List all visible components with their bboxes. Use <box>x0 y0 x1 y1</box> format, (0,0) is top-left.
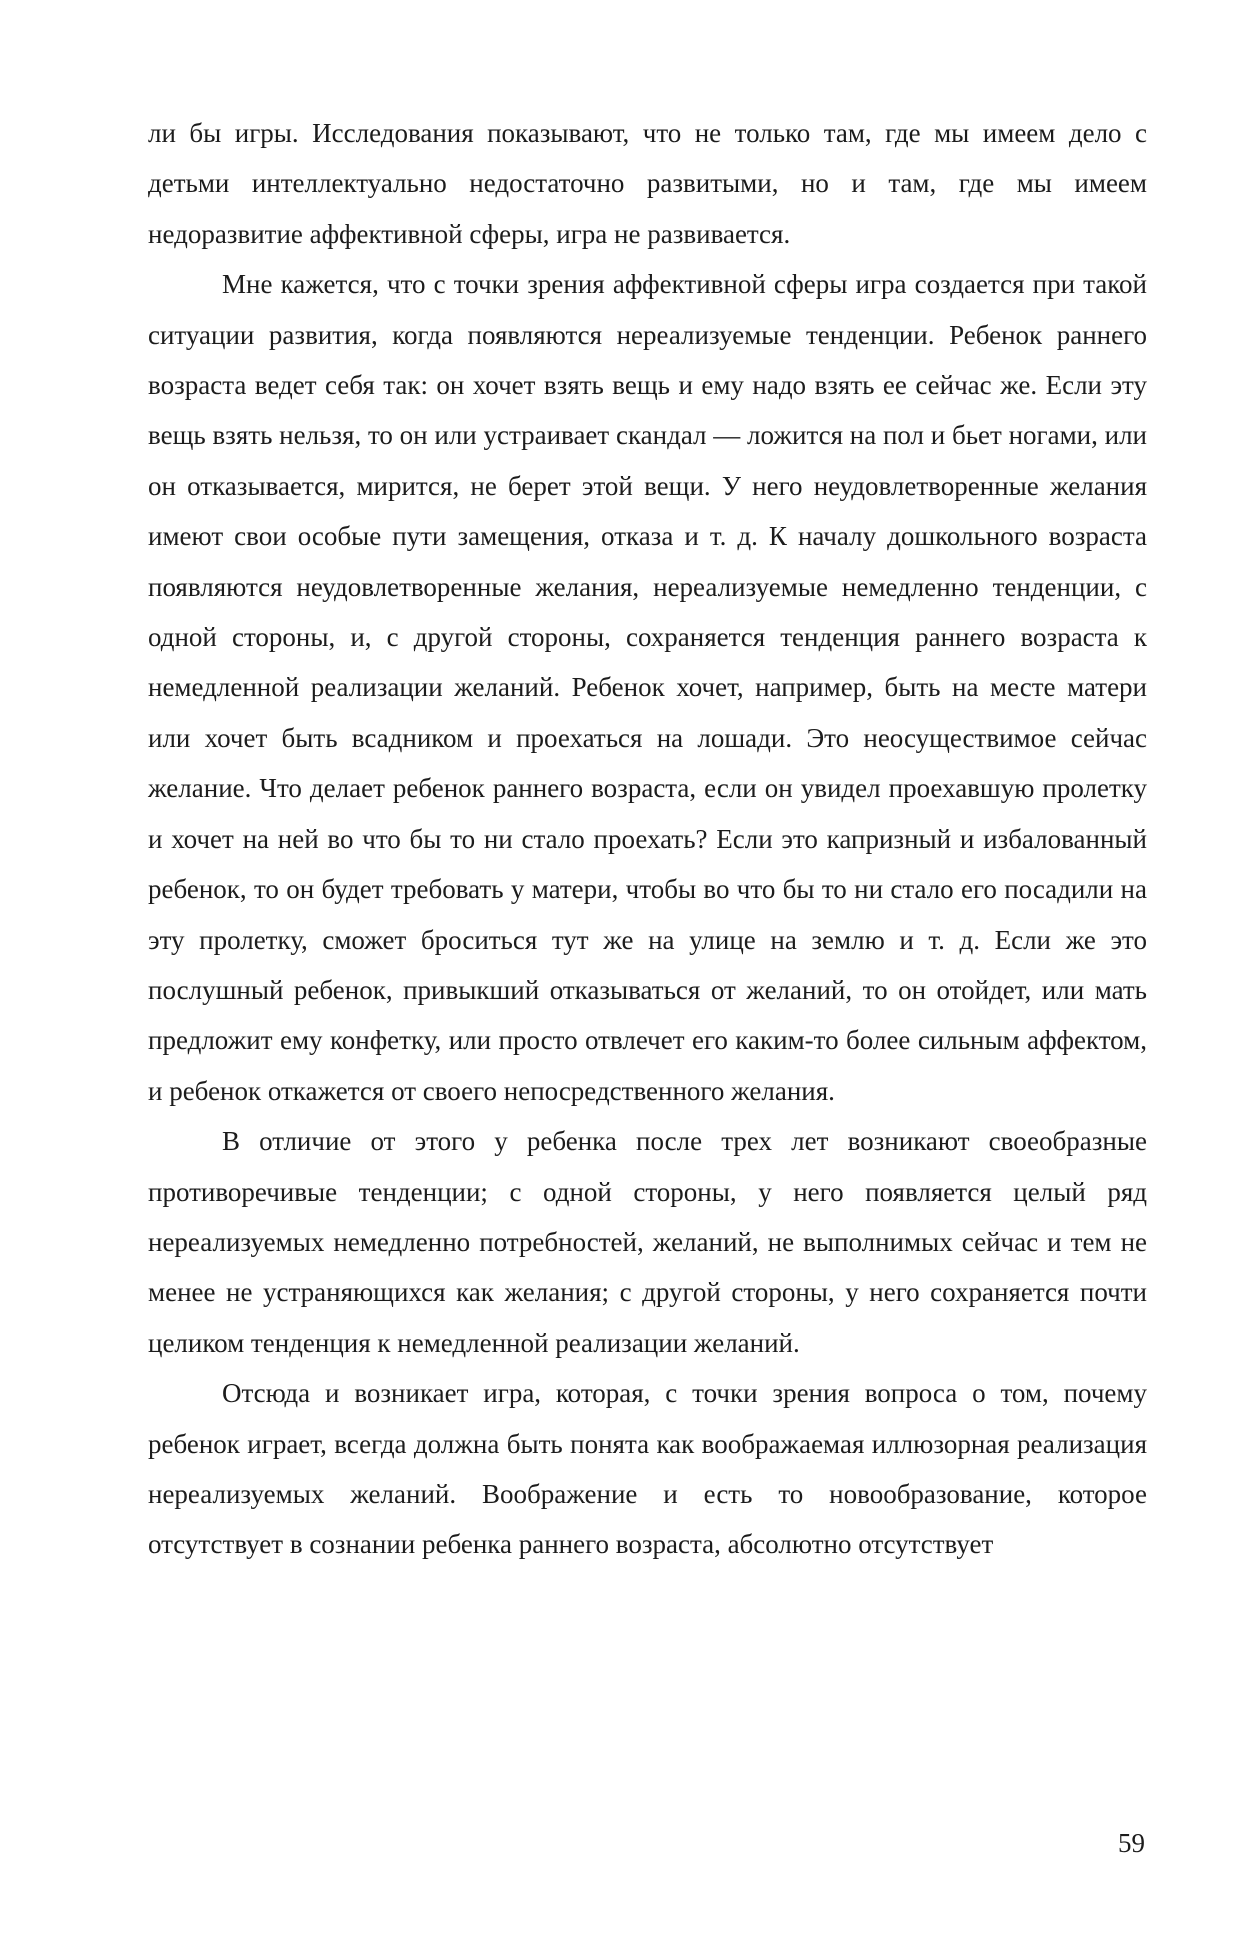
body-text <box>148 108 1147 1570</box>
paragraph-1: ли бы игры. Исследования показывают, что не только там, где мы имеем дело с детьми интеллектуально недостаточно развитыми, но и там, где мы имеем недоразвитие аффективной сферы, игра не развивается. <box>148 118 1147 249</box>
paragraph-4: Отсюда и возникает игра, которая, с точки зрения вопроса о том, почему ребенок играет, всегда должна быть понята как воображаемая иллюзорная реализация нереализуемых желаний. Воображение и есть то новообразование, которое отсутствует в сознании ребенка раннего возраста, абсолютно отсутствует <box>148 1378 1147 1560</box>
page-number: 59 <box>1118 1828 1145 1858</box>
paragraph-3: В отличие от этого у ребенка после трех лет возникают своеобразные противоречивые тенденции; с одной стороны, у него появляется целый ряд нереализуемых немедленно потребностей, желаний, не выполнимых сейчас и тем не менее не устраняющихся как желания; с другой стороны, у него сохраняется почти целиком тенденция к немедленной реализации желаний. <box>148 1126 1147 1358</box>
paragraph-2: Мне кажется, что с точки зрения аффективной сферы игра создается при такой ситуации развития, когда появляются нереализуемые тенденции. Ребенок раннего возраста ведет себя так: он хочет взять вещь и ему надо взять ее сейчас же. Если эту вещь взять нельзя, то он или устраивает скандал — ложится на пол и бьет ногами, или он отказывается, мирится, не берет этой вещи. У него неудовлетворенные желания имеют свои особые пути замещения, отказа и т. д. К началу дошкольного возраста появляются неудовлетворенные желания, нереализуемые немедленно тенденции, с одной стороны, и, с другой стороны, сохраняется тенденция раннего возраста к немедленной реализации желаний. Ребенок хочет, например, быть на месте матери или хочет быть всадником и проехаться на лошади. Это неосуществимое сейчас желание. Что делает ребенок раннего возраста, если он увидел проехавшую пролетку и хочет на ней во что бы то ни стало проехать? Если это капризный и избалованный ребенок, то он будет требовать у матери, чтобы во что бы то ни стало его посадили на эту пролетку, сможет броситься тут же на улице на землю и т. д. Если же это послушный ребенок, привыкший отказываться от желаний, то он отойдет, или мать предложит ему конфетку, или просто отвлечет его каким-то более сильным аффектом, и ребенок откажется от своего непосредственного желания. <box>148 269 1147 1106</box>
